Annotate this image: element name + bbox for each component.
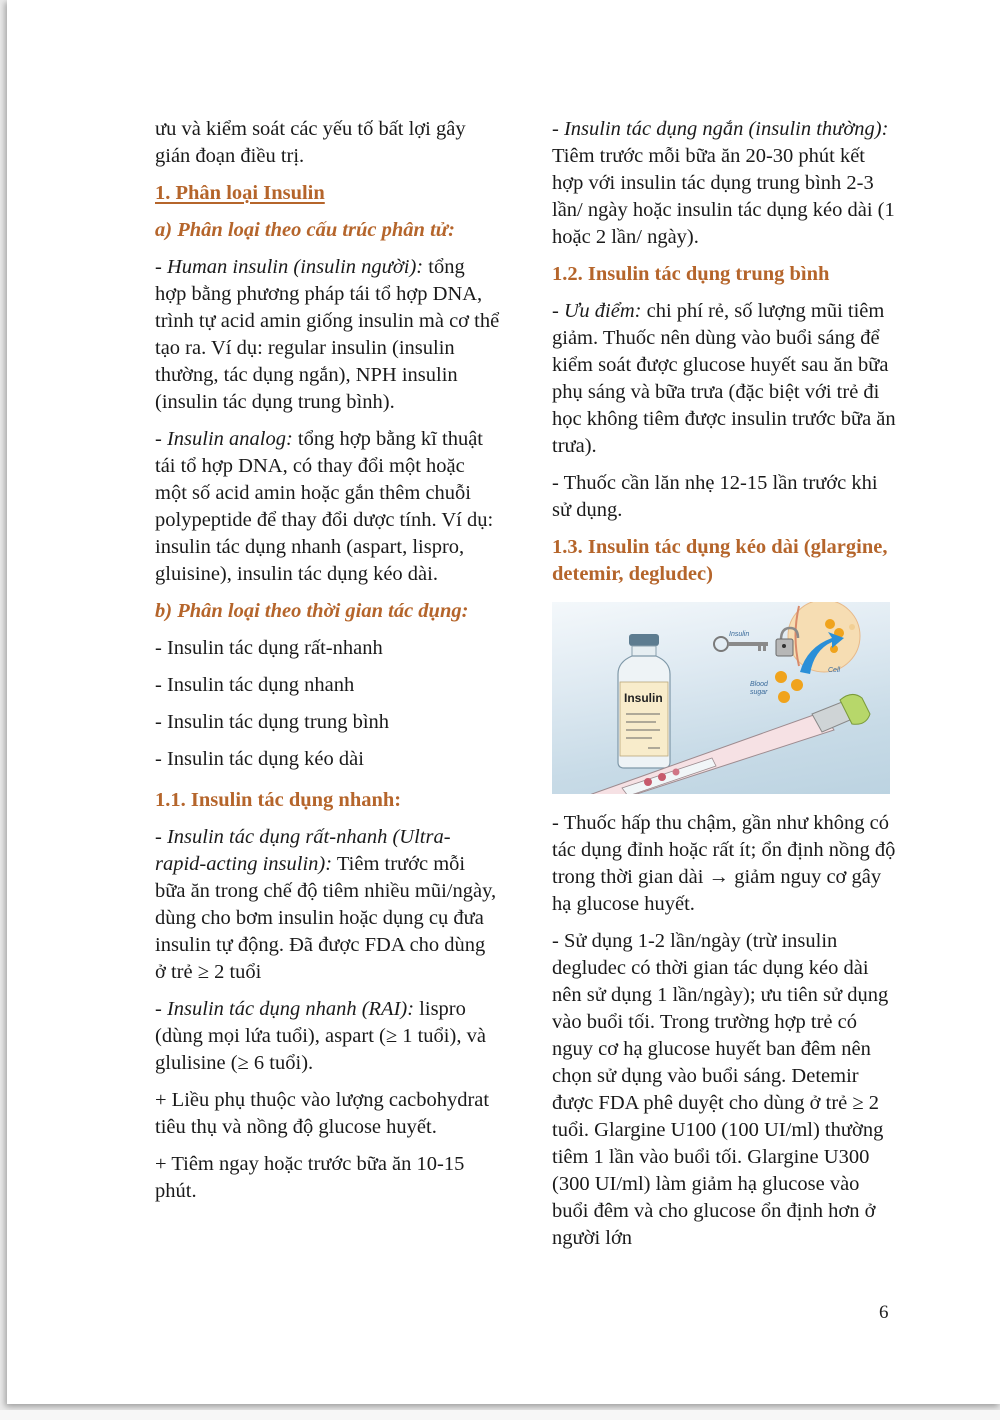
key-icon [714, 637, 768, 651]
human-insulin-term: - Human insulin (insulin người): [155, 256, 424, 278]
ultra-rapid-text: Tiêm trước mỗi bữa ăn trong chế độ tiêm nhiều mũi/ngày, dùng cho bơm insulin hoặc dụng cụ đưa insulin tự động. Đã được FDA cho dùng ở trẻ ≥ 2 tuổi [155, 853, 497, 983]
heading-rapid-acting: 1.1. Insulin tác dụng nhanh: [155, 789, 402, 811]
dose-note: + Liều phụ thuộc vào lượng cacbohydrat tiêu thụ và nồng độ glucose huyết. [155, 1089, 490, 1138]
short-acting-text: Tiêm trước mỗi bữa ăn 20-30 phút kết hợp với insulin tác dụng trung bình 2-3 lần/ ngày hoặc insulin tác dụng kéo dài (1 hoặc 2 lần/ ngày). [552, 145, 895, 248]
duration-list-item: - Insulin tác dụng nhanh [155, 674, 355, 696]
ultra-rapid-paragraph [155, 824, 500, 986]
roll-note: - Thuốc cần lăn nhẹ 12-15 lần trước khi sử dụng. [552, 472, 878, 521]
rai-term: - Insulin tác dụng nhanh (RAI): [155, 998, 415, 1020]
subheading-molecular-structure: a) Phân loại theo cấu trúc phân tử: [155, 219, 455, 241]
subheading-action-duration: b) Phân loại theo thời gian tác dụng: [155, 600, 469, 622]
short-acting-term: - Insulin tác dụng ngắn (insulin thường): [552, 118, 889, 140]
insulin-analog-text: tổng hợp bằng kĩ thuật tái tổ hợp DNA, có thay đổi một hoặc một số acid amin hoặc gắn thêm chuỗi polypeptide để thay đổi dược tính. Ví dụ: insulin tác dụng nhanh (aspart, lispro, gluisine), insulin tác dụng kéo dài. [155, 428, 494, 585]
advantage-text: chi phí rẻ, số lượng mũi tiêm giảm. Thuốc nên dùng vào buổi sáng để kiểm soát được glucose huyết sau ăn bữa phụ sáng và bữa trưa (đặc biệt với trẻ đi học không tiêm được insulin trước bữa ăn trưa). [552, 300, 896, 457]
cell-label: Cell [828, 667, 841, 674]
blood-sugar-icon [775, 671, 803, 703]
ultra-rapid-term: - Insulin tác dụng rất-nhanh (Ultra-rapid-acting insulin): [155, 826, 451, 875]
absorption-paragraph: - Thuốc hấp thu chậm, gần như không có tác dụng đỉnh hoặc rất ít; ổn định nồng độ trong thời gian dài → giảm nguy cơ gây hạ glucose huyết. [552, 812, 896, 915]
sugar-label: sugar [750, 689, 768, 696]
left-column [155, 116, 500, 1215]
duration-list-item: - Insulin tác dụng rất-nhanh [155, 637, 383, 659]
viewer-bottom-edge [0, 1410, 1000, 1420]
duration-list-item: - Insulin tác dụng trung bình [155, 711, 390, 733]
rai-text: lispro (dùng mọi lứa tuổi), aspart (≥ 1 tuổi), và glulisine (≥ 6 tuổi). [155, 998, 486, 1074]
timing-note: + Tiêm ngay hoặc trước bữa ăn 10-15 phút. [155, 1153, 465, 1202]
advantage-paragraph [552, 298, 897, 460]
page-number: 6 [879, 1302, 889, 1323]
duration-list-item: - Insulin tác dụng kéo dài [155, 748, 364, 770]
heading-insulin-classification: 1. Phân loại Insulin [155, 182, 325, 204]
rai-paragraph [155, 996, 500, 1077]
vial-label: Insulin [624, 691, 663, 705]
key-label: Insulin [729, 631, 750, 638]
insulin-illustration [552, 602, 890, 794]
right-column [552, 116, 897, 1262]
usage-paragraph: - Sử dụng 1-2 lần/ngày (trừ insulin degludec có thời gian tác dụng kéo dài nên sử dụng 1 lần/ngày); ưu tiên sử dụng vào buổi tối. Trong trường hợp trẻ có nguy cơ hạ glucose huyết ban đêm nên chọn sử dụng vào buổi sáng. Detemir được FDA phê duyệt cho dùng ở trẻ ≥ 2 tuổi. Glargine U100 (100 UI/ml) thường tiêm 1 lần vào buổi tối. Glargine U300 (300 UI/ml) làm giảm hạ glucose vào buổi đêm và cho glucose ổn định hơn ở người lớn [552, 930, 889, 1249]
human-insulin-paragraph [155, 254, 500, 416]
insulin-analog-term: - Insulin analog: [155, 428, 293, 450]
heading-long-acting: 1.3. Insulin tác dụng kéo dài (glargine, detemir, degludec) [552, 536, 888, 585]
insulin-analog-paragraph [155, 426, 500, 588]
intro-paragraph: ưu và kiểm soát các yếu tố bất lợi gây gián đoạn điều trị. [155, 118, 466, 167]
insulin-illustration-svg [552, 602, 890, 794]
advantage-term: - Ưu điểm: [552, 300, 642, 322]
document-page [7, 0, 1000, 1404]
blood-label: Blood [750, 681, 768, 688]
heading-intermediate-acting: 1.2. Insulin tác dụng trung bình [552, 263, 830, 285]
human-insulin-text: tổng hợp bằng phương pháp tái tổ hợp DNA, trình tự acid amin giống insulin mà cơ thể tạo ra. Ví dụ: regular insulin (insulin thường, tác dụng ngắn), NPH insulin (insulin tác dụng trung bình). [155, 256, 500, 413]
short-acting-paragraph [552, 116, 897, 251]
